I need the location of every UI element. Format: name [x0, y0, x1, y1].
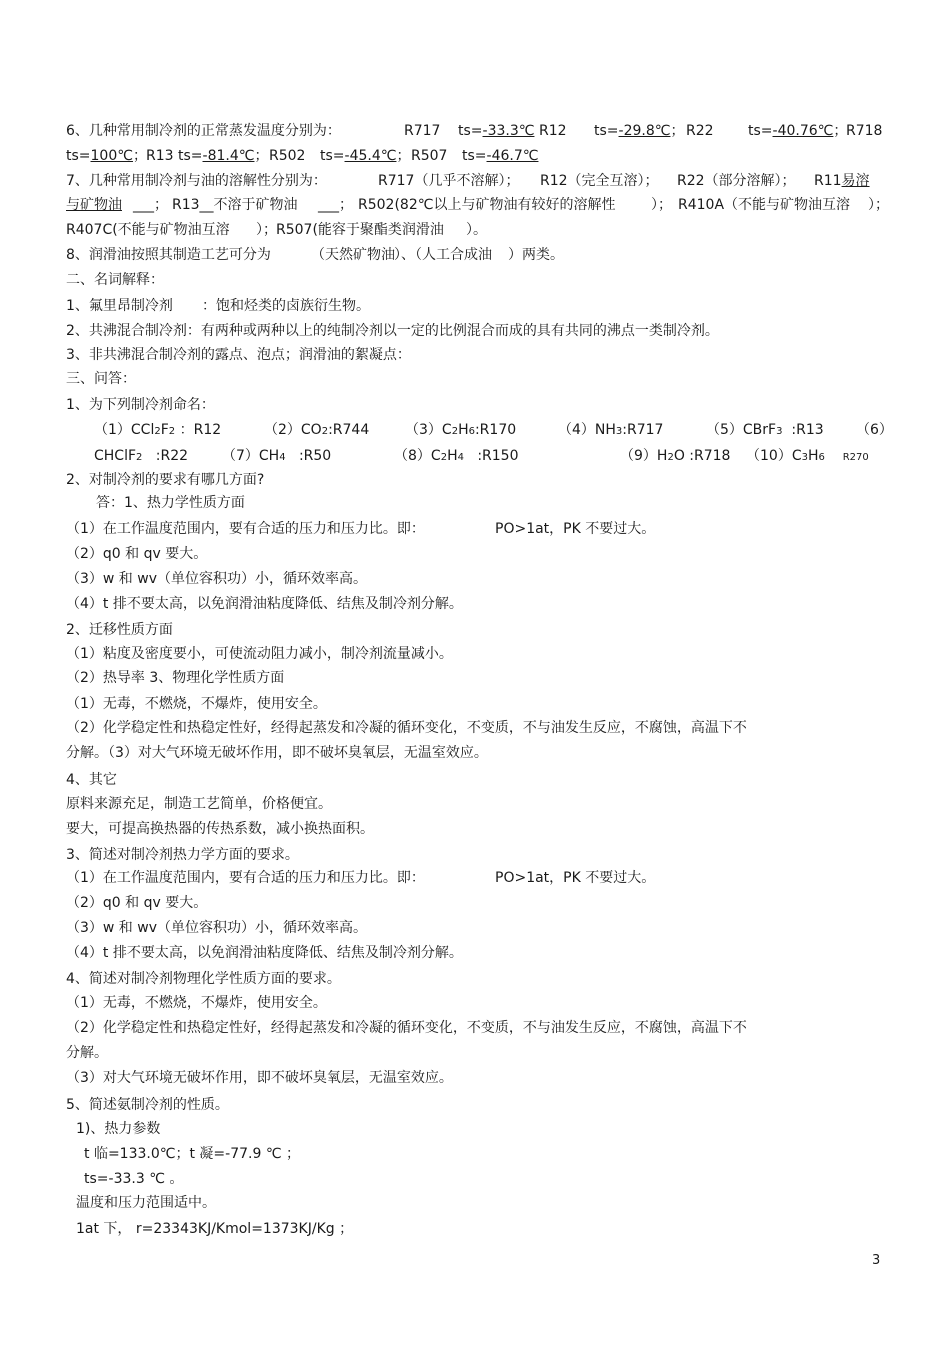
refrigerant-name-6: CHClF2 :R22 — [94, 448, 189, 464]
answer-2-heading: 答：1、热力学性质方面 — [96, 495, 245, 511]
q6-ts2: ts=-29.8℃； — [594, 123, 685, 139]
question-1: 1、为下列制冷剂命名： — [66, 397, 215, 413]
q8-line: 8、润滑油按照其制造工艺可分为 — [66, 247, 271, 263]
refrigerant-name-8: （8）C2H4 :R150 — [394, 448, 519, 464]
q6-r717: R717 — [404, 123, 441, 139]
q6-ts1: ts=-33.3℃ — [458, 123, 535, 139]
q6-text: 6、几种常用制冷剂的正常蒸发温度分别为： — [66, 123, 341, 139]
refrigerant-name-5: （5）CBrF3 :R13 — [706, 422, 824, 438]
definition-3: 3、非共沸混合制冷剂的露点、泡点；润滑油的絮凝点： — [66, 347, 411, 363]
q7-line2: 与矿物油 — [66, 197, 122, 213]
refrigerant-name-6-prefix: （6） — [856, 422, 893, 438]
definition-1: 1、氟里昂制冷剂 — [66, 298, 173, 314]
q6-line2: ts=100℃； — [66, 148, 147, 164]
refrigerant-name-7: （7）CH4 :R50 — [222, 448, 332, 464]
q6-r22: R22 — [686, 123, 714, 139]
q6-r718: R718 — [846, 123, 883, 139]
page-number: 3 — [872, 1253, 881, 1268]
q7-line3: R407C(不能与矿物油互溶 — [66, 222, 230, 238]
refrigerant-name-4: （4）NH3:R717 — [558, 422, 664, 438]
refrigerant-name-1: （1）CCl2F2 ：R12 — [94, 422, 222, 438]
question-4: 4、简述对制冷剂物理化学性质方面的要求。 — [66, 971, 341, 987]
document-page: 6、几种常用制冷剂的正常蒸发温度分别为： R717 ts=-33.3℃ R12 ts=-29.8℃； R22 ts=-40.76℃； R718 ts=100℃； R13 ts=-81.4℃； R502 ts=-45.4℃； R507 ts=-46.7℃ 7、几种常用制冷剂与油的溶解性分别为： R717（几乎不溶解）； R12（完全互溶）； R22（部分溶解）； R11易溶 与矿物油 ___； R13__不溶于矿物油 ___； R502(82℃以上与矿物油有较好的溶解性 ）； R410A（不能与矿物油互溶 ）； R407C(不能与矿物油互溶 ）； R507(能容于聚酯类润滑油 ）。 8、润滑油按照其制造工艺可分为 （天然矿物油 ）、（人工合成油 ）两类。 二、名词解释： 1、氟里昂制冷剂 ：饱和烃类的卤族衍生物。 2、共沸混合制冷剂：有两种或两种以上的纯制冷剂以一定的比例混合而成的具有共同的沸点一类制冷剂。 3、非共沸混合制冷剂的露点、泡点；润滑油的絮凝点： 三、问答： 1、为下列制冷剂命名： （1）CCl2F2 ：R12 （2）CO2:R744 （3）C2H6:R170 （4）NH3:R717 （5）CBrF3 :R13 （6） CHClF2 :R22 （7）CH4 :R50 （8）C2H4 :R150 （9）H2O :R718 （10）C3H6 R270 2、对制冷剂的要求有哪几方面? 答：1、热力学性质方面 （1）在工作温度范围内，要有合适的压力和压力比。即： PO>1at，PK 不要过大。 （2）q0 和 qv 要大。 （3）w 和 wv（单位容积功）小，循环效率高。 （4）t 排不要太高，以免润滑油粘度降低、结焦及制冷剂分解。 2、迁移性质方面 （1）粘度及密度要小，可使流动阻力减小，制冷剂流量减小。 （2）热导率 3、物理化学性质方面 （1）无毒，不燃烧，不爆炸，使用安全。 （2）化学稳定性和热稳定性好，经得起蒸发和冷凝的循环变化，不变质，不与油发生反应，不腐蚀，高温下不 分解。（3）对大气环境无破坏作用，即不破坏臭氧层，无温室效应。 4、其它 原料来源充足，制造工艺简单，价格便宜。 要大，可提高换热器的传热系数，减小换热面积。 3、简述对制冷剂热力学方面的要求。 （1）在工作温度范围内，要有合适的压力和压力比。即： PO>1at，PK 不要过大。 （2）q0 和 qv 要大。 （3）w 和 wv（单位容积功）小，循环效率高。 （4）t 排不要太高，以免润滑油粘度降低、结焦及制冷剂分解。 4、简述对制冷剂物理化学性质方面的要求。 （1）无毒，不燃烧，不爆炸，使用安全。 （2）化学稳定性和热稳定性好，经得起蒸发和冷凝的循环变化，不变质，不与油发生反应，不腐蚀，高温下不 分解。 （3）对大气环境无破坏作用，即不破坏臭氧层，无温室效应。 5、简述氨制冷剂的性质。 1)、热力参数 t 临=133.0℃；t 凝=-77.9 ℃ ； ts=-33.3 ℃ 。 温度和压力范围适中。 1at 下， r=23343KJ/Kmol=1373KJ/Kg ； 3 — [66, 123, 893, 1268]
q6-r12: R12 — [539, 123, 567, 139]
refrigerant-name-10: （10）C3H6 R270 — [746, 448, 869, 464]
definition-2: 2、共沸混合制冷剂：有两种或两种以上的纯制冷剂以一定的比例混合而成的具有共同的沸点一类制冷剂。 — [66, 323, 719, 339]
question-2: 2、对制冷剂的要求有哪几方面? — [66, 472, 265, 488]
refrigerant-name-9: （9）H2O :R718 — [620, 448, 731, 464]
refrigerant-name-3: （3）C2H6:R170 — [405, 422, 517, 438]
q6-line1 — [66, 122, 341, 140]
section-3-heading: 三、问答： — [66, 371, 136, 387]
refrigerant-name-2: （2）CO2:R744 — [264, 422, 370, 438]
section-2-heading: 二、名词解释： — [66, 272, 164, 288]
question-5: 5、简述氨制冷剂的性质。 — [66, 1097, 229, 1113]
question-3: 3、简述对制冷剂热力学方面的要求。 — [66, 847, 299, 863]
q7-line1: 7、几种常用制冷剂与油的溶解性分别为： — [66, 173, 327, 189]
q6-ts3: ts=-40.76℃； — [748, 123, 848, 139]
